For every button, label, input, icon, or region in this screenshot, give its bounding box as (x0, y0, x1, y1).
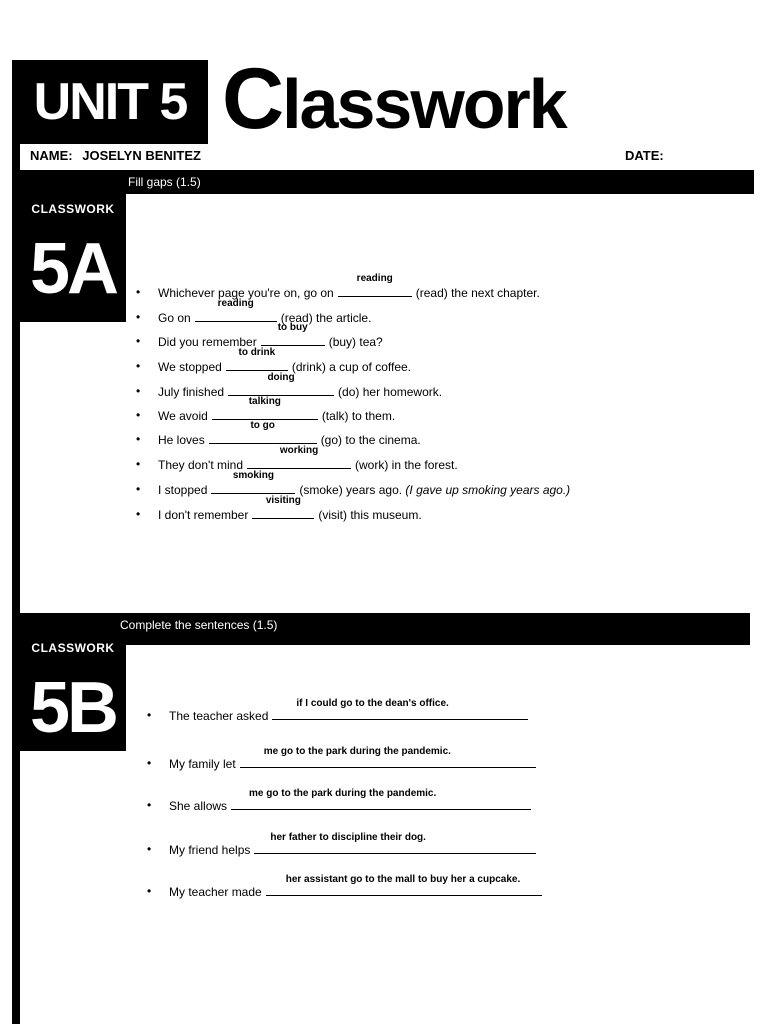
answer-field[interactable] (240, 746, 536, 768)
unit-banner: UNIT 5 (12, 60, 208, 144)
bullet-icon: • (147, 884, 152, 898)
page-title (222, 50, 566, 149)
answer-text: reading (356, 273, 393, 284)
item-text: (talk) to them. (321, 409, 396, 423)
section-b-instruction: Complete the sentences (1.5) (120, 618, 278, 632)
date-label: DATE: (625, 148, 664, 163)
bullet-icon: • (136, 432, 141, 446)
answer-text: to buy (277, 322, 308, 333)
item-text: (drink) a cup of coffee. (291, 360, 412, 374)
list-item (136, 495, 422, 522)
title-initial: C (222, 51, 283, 147)
title-rest: lasswork (282, 65, 566, 143)
answer-text: to go (250, 420, 275, 431)
item-text: We stopped (158, 360, 222, 374)
section-b-code: 5B (29, 668, 117, 748)
bullet-icon: • (136, 359, 141, 373)
name-label: NAME: (30, 148, 73, 163)
answer-text: visiting (265, 495, 301, 506)
answer-text: smoking (232, 470, 274, 481)
answer-text: reading (217, 298, 254, 309)
item-text: Did you remember (158, 335, 257, 349)
answer-text: working (279, 445, 319, 456)
answer-field[interactable] (212, 396, 318, 420)
answer-text: me go to the park during the pandemic. (263, 746, 451, 757)
bullet-icon: • (136, 457, 141, 471)
item-text: We avoid (158, 409, 208, 423)
item-text: (read) the article. (280, 311, 372, 325)
item-text: Go on (158, 311, 191, 325)
item-text: (read) the next chapter. (415, 286, 540, 300)
item-text: (smoke) years ago. (299, 483, 403, 497)
answer-field[interactable] (261, 322, 325, 346)
section-a-code: 5A (29, 229, 117, 309)
bullet-icon: • (147, 756, 152, 770)
answer-text: if I could go to the dean's office. (296, 698, 449, 709)
list-item (147, 698, 532, 723)
item-text: (visit) this museum. (318, 508, 422, 522)
answer-field[interactable] (338, 273, 412, 297)
section-a-label: CLASSWORK (31, 202, 115, 216)
item-text: July finished (158, 385, 225, 399)
answer-field[interactable] (195, 298, 277, 322)
answer-text: to drink (238, 347, 276, 358)
bullet-icon: • (147, 842, 152, 856)
item-text: She allows (169, 799, 228, 813)
item-text: My family let (169, 757, 236, 771)
name-value: JOSELYN BENITEZ (82, 148, 201, 163)
answer-text: doing (267, 372, 295, 383)
answer-field[interactable] (231, 788, 531, 810)
item-text: He loves (158, 433, 205, 447)
item-text: I don't remember (158, 508, 249, 522)
list-item (136, 470, 571, 497)
answer-field[interactable] (247, 445, 351, 469)
item-text: They don't mind (158, 458, 244, 472)
section-b-badge (20, 641, 126, 751)
item-note: (I gave up smoking years ago.) (405, 483, 571, 497)
item-text: (go) to the cinema. (320, 433, 421, 447)
answer-field[interactable] (266, 874, 542, 896)
item-text: The teacher asked (169, 709, 269, 723)
item-text: (work) in the forest. (355, 458, 458, 472)
answer-text: her assistant go to the mall to buy her a cupcake. (285, 874, 521, 885)
bullet-icon: • (136, 384, 141, 398)
answer-field[interactable] (272, 698, 528, 720)
list-item (147, 832, 540, 857)
bullet-icon: • (136, 408, 141, 422)
answer-field[interactable] (252, 495, 314, 519)
list-item (147, 788, 535, 813)
section-a-instruction: Fill gaps (1.5) (128, 175, 201, 189)
section-b-instruction-bar (20, 613, 750, 645)
bullet-icon: • (147, 798, 152, 812)
bullet-icon: • (136, 285, 141, 299)
answer-text: me go to the park during the pandemic. (249, 788, 437, 799)
answer-text: talking (248, 396, 281, 407)
item-text: Whichever page you're on, go on (158, 286, 334, 300)
section-b-label: CLASSWORK (31, 641, 115, 655)
answer-text: her father to discipline their dog. (270, 832, 426, 843)
answer-field[interactable] (209, 420, 317, 444)
answer-field[interactable] (254, 832, 536, 854)
item-text: I stopped (158, 483, 208, 497)
item-text: My friend helps (169, 843, 251, 857)
left-border-rule (12, 60, 20, 1024)
answer-field[interactable] (228, 372, 334, 396)
bullet-icon: • (136, 334, 141, 348)
bullet-icon: • (136, 482, 141, 496)
item-text: (do) her homework. (338, 385, 443, 399)
bullet-icon: • (136, 507, 141, 521)
list-item (147, 874, 546, 899)
bullet-icon: • (136, 310, 141, 324)
item-text: (buy) tea? (328, 335, 383, 349)
item-text: My teacher made (169, 885, 262, 899)
section-a-badge (20, 194, 126, 322)
bullet-icon: • (147, 708, 152, 722)
name-row (30, 148, 201, 163)
section-a-instruction-bar (20, 170, 754, 194)
list-item (147, 746, 540, 771)
list-item (136, 445, 458, 472)
answer-field[interactable] (226, 347, 288, 371)
answer-field[interactable] (211, 470, 295, 494)
